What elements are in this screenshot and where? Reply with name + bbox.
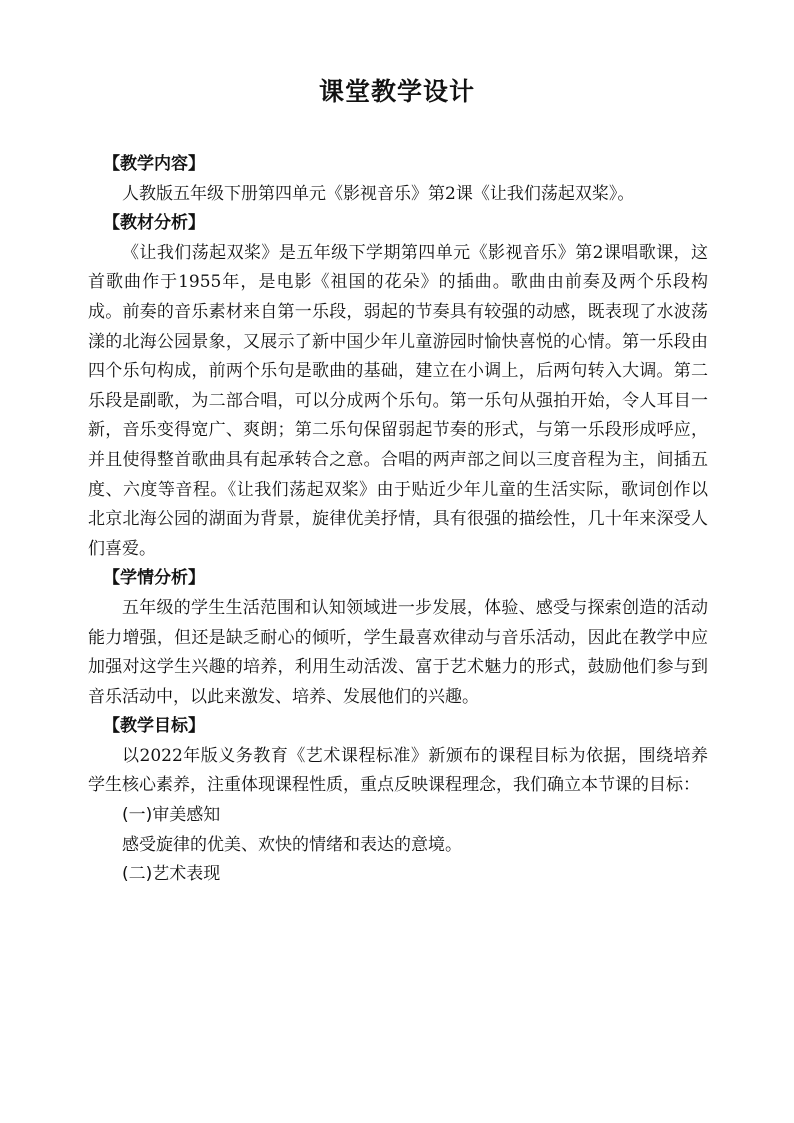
section-text-teaching-content: 人教版五年级下册第四单元《影视音乐》第2课《让我们荡起双桨》。 — [122, 183, 635, 204]
document-title: 课堂教学设计 — [318, 77, 475, 106]
section-heading-material-analysis: 【教材分析】 — [103, 213, 205, 234]
section-text-material-analysis: 《让我们荡起双桨》是五年级下学期第四单元《影视音乐》第2课唱歌课，这首歌曲作于1955年，是电影《祖国的花朵》的插曲。歌曲由前奏及两个乐段构成。前奏的音乐素材来自第一乐段，弱起的节奏具有较强的动感，既表现了水波荡漾的北海公园景象，又展示了新中国少年儿童游园时愉快喜悦的心情。第一乐段由四个乐句构成，前两个乐句是歌曲的基础，建立在小调上，后两句转入大调。第二乐段是副歌，为二部合唱，可以分成两个乐句。第一乐句从强拍开始，令人耳目一新，音乐变得宽广、爽朗；第二乐句保留弱起节奏的形式，与第一乐段形成呼应，并且使得整首歌曲具有起承转合之意。合唱的两声部之间以三度音程为主，间插五度、六度等音程。《让我们荡起双桨》由于贴近少年儿童的生活实际，歌词创作以北京北海公园的湖面为背景，旋律优美抒情，具有很强的描绘性，几十年来深受人们喜爱。 — [88, 242, 708, 559]
section-text-student-analysis: 五年级的学生生活范围和认知领域进一步发展，体验、感受与探索创造的活动能力增强，但还是缺乏耐心的倾听，学生最喜欢律动与音乐活动，因此在教学中应加强对这学生兴趣的培养，利用生动活泼、富于艺术魅力的形式，鼓励他们参与到音乐活动中，以此来激发、培养、发展他们的兴趣。 — [88, 597, 708, 707]
objective-text-aesthetic-perception: 感受旋律的优美、欢快的情绪和表达的意境。 — [122, 834, 462, 855]
objective-label-aesthetic-perception: (一)审美感知 — [122, 805, 221, 826]
section-heading-teaching-goals: 【教学目标】 — [103, 716, 205, 737]
document-body — [88, 150, 708, 890]
section-heading-student-analysis: 【学情分析】 — [103, 568, 205, 589]
section-heading-teaching-content: 【教学内容】 — [103, 154, 205, 174]
section-text-teaching-goals: 以2022年版义务教育《艺术课程标准》新颁布的课程目标为依据，围绕培养学生核心素养，注重体现课程性质，重点反映课程理念，我们确立本节课的目标： — [88, 745, 708, 796]
objective-label-artistic-expression: (二)艺术表现 — [122, 864, 221, 885]
